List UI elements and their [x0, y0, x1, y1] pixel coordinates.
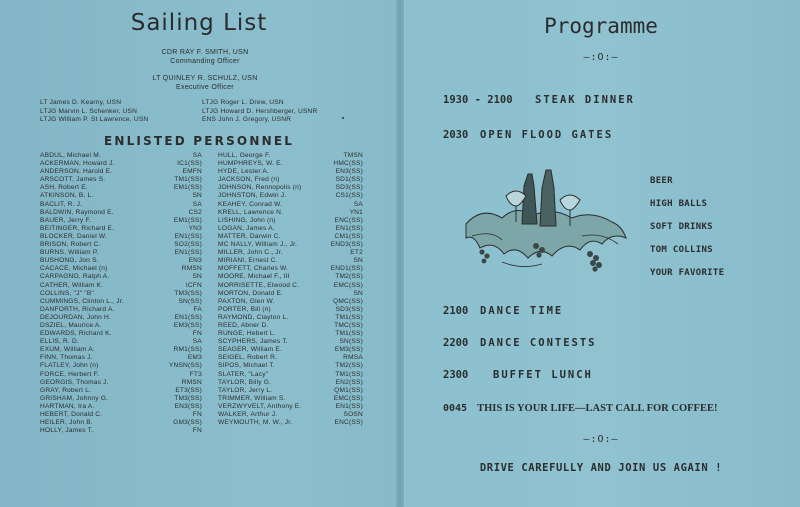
- crew-rate: SA: [192, 338, 202, 346]
- crew-row: [218, 419, 363, 427]
- crew-row: [40, 217, 202, 225]
- crew-row: [40, 290, 202, 298]
- drink-item: BEER: [650, 176, 673, 186]
- crew-name: SLATER, "Lacy": [218, 370, 269, 378]
- crew-rate: QM1(SS): [334, 386, 363, 394]
- crew-name: MIRIANI, Ernest C.: [218, 257, 278, 265]
- crew-rate: EMFN: [182, 168, 202, 176]
- drink-item: TOM COLLINS: [650, 245, 713, 255]
- commanding-officer-role: Commanding Officer: [170, 58, 240, 65]
- crew-rate: SN: [192, 273, 202, 281]
- crew-rate: EN1(SS): [174, 313, 202, 321]
- event-name: OPEN FLOOD GATES: [480, 129, 614, 141]
- crew-row: [40, 273, 202, 281]
- crew-name: PORTER, Bill (n): [218, 305, 271, 313]
- crew-rate: FA: [193, 305, 202, 313]
- crew-row: [218, 233, 363, 241]
- crew-row: [40, 411, 202, 419]
- crew-rate: TM1(SS): [335, 330, 363, 338]
- crew-row: [218, 257, 363, 265]
- crew-rate: EN3: [188, 257, 202, 265]
- crew-name: VERZWYVELT, Anthony E.: [218, 402, 302, 410]
- crew-row: [40, 209, 202, 217]
- crew-name: JOHNSTON, Edwin J.: [218, 192, 287, 200]
- crew-name: DSZIEL, Maurice A.: [40, 321, 102, 329]
- event-time: 1930 - 2100: [443, 94, 513, 106]
- crew-row: [40, 265, 202, 273]
- crew-name: DANFORTH, Richard A.: [40, 305, 115, 313]
- crew-name: MATTER, Darwin C.: [218, 232, 281, 240]
- crew-row: [218, 354, 363, 362]
- crew-row: [218, 314, 363, 322]
- crew-name: MC NALLY, William J., Jr.: [218, 241, 298, 249]
- programme-title: Programme: [544, 14, 658, 38]
- crew-rate: END3(SS): [330, 241, 363, 249]
- crew-row: [218, 209, 363, 217]
- crew-name: GRAY, Robert L.: [40, 386, 92, 394]
- crew-row: [218, 176, 363, 184]
- last-call-time: 0045: [443, 403, 468, 414]
- crew-rate: EN1(SS): [335, 224, 363, 232]
- crew-name: EXUM, William A.: [40, 346, 95, 354]
- crew-name: BUSHONG, Jon S.: [40, 257, 99, 265]
- crew-row: [40, 233, 202, 241]
- crew-rate: TM2(SS): [335, 362, 363, 370]
- crew-row: [218, 387, 363, 395]
- officer-left-1: LT James D. Kearny, USN: [40, 99, 122, 106]
- crew-row: [218, 362, 363, 370]
- enlisted-list-left: [40, 152, 202, 435]
- crew-row: [218, 265, 363, 273]
- crew-rate: TM3(SS): [174, 289, 202, 297]
- crew-rate: CS2: [188, 208, 202, 216]
- crew-row: [40, 282, 202, 290]
- crew-name: CUMMINGS, Clinton L., Jr.: [40, 297, 124, 305]
- crew-rate: RMSN: [181, 265, 202, 273]
- crew-row: [40, 354, 202, 362]
- crew-rate: TM1(SS): [335, 313, 363, 321]
- crew-row: [40, 192, 202, 200]
- crew-row: [218, 217, 363, 225]
- crew-name: HUMPHREYS, W. E.: [218, 160, 283, 168]
- crew-rate: SN(SS): [339, 338, 363, 346]
- crew-name: HEILER, John B.: [40, 419, 93, 427]
- crew-rate: YNSN(SS): [168, 362, 202, 370]
- crew-rate: EM1(SS): [173, 184, 202, 192]
- crew-name: JACKSON, Fred (n): [218, 176, 280, 184]
- crew-rate: FN: [192, 330, 202, 338]
- crew-rate: SN(SS): [178, 297, 202, 305]
- crew-row: [40, 257, 202, 265]
- crew-name: ACKERMAN, Howard J.: [40, 160, 115, 168]
- crew-rate: YN1: [349, 208, 363, 216]
- crew-name: EDWARDS, Richard K.: [40, 330, 112, 338]
- crew-name: CARPAGNO, Ralph A.: [40, 273, 110, 281]
- footer-message: DRIVE CAREFULLY AND JOIN US AGAIN !: [479, 462, 723, 474]
- crew-name: TRIMMER, William S.: [218, 394, 286, 402]
- crew-name: COLLINS, "J" "B": [40, 289, 94, 297]
- crew-row: [218, 282, 363, 290]
- crew-name: FORCE, Herbert F.: [40, 370, 100, 378]
- crew-row: [218, 306, 363, 314]
- crew-name: BAUER, Jerry F.: [40, 216, 91, 224]
- crew-rate: YN3: [188, 224, 202, 232]
- crew-name: SIPOS, Michael T.: [218, 362, 275, 370]
- crew-rate: SO2(SS): [174, 241, 202, 249]
- crew-rate: EM1(SS): [173, 216, 202, 224]
- crew-rate: EN2(SS): [335, 378, 363, 386]
- drink-item: SOFT DRINKS: [650, 222, 713, 232]
- drink-item: HIGH BALLS: [650, 199, 708, 209]
- crew-name: REED, Abner D.: [218, 321, 269, 329]
- crew-name: FLATLEY, John (n): [40, 362, 99, 370]
- crew-row: [218, 395, 363, 403]
- crew-rate: CM1(SS): [334, 232, 363, 240]
- crew-rate: EN3(SS): [174, 402, 202, 410]
- crew-row: [40, 362, 202, 370]
- sailing-list-title: Sailing List: [130, 10, 268, 36]
- crew-rate: GM3(SS): [173, 419, 202, 427]
- crew-rate: ENC(SS): [334, 419, 363, 427]
- crew-name: CACACE, Michael (n): [40, 265, 108, 273]
- crew-name: ATKINSON, B. L.: [40, 192, 94, 200]
- crew-name: MOFFETT, Charles W.: [218, 265, 289, 273]
- crew-rate: ICFN: [185, 281, 202, 289]
- crew-name: MORTON, Donald E.: [218, 289, 284, 297]
- crew-row: [40, 168, 202, 176]
- crew-name: PAXTON, Glen W.: [218, 297, 275, 305]
- crew-rate: EN1(SS): [335, 402, 363, 410]
- crew-row: [40, 152, 202, 160]
- crew-row: [218, 322, 363, 330]
- crew-name: KEAHEY, Conrad W.: [218, 200, 283, 208]
- drink-item: YOUR FAVORITE: [650, 268, 725, 278]
- crew-name: KRELL, Lawrence N.: [218, 208, 284, 216]
- divider-top: —:O:—: [583, 52, 619, 63]
- officer-right-3: ENS John J. Gregory, USNR: [202, 116, 292, 123]
- crew-name: GEORGIS, Thomas J.: [40, 378, 109, 386]
- crew-row: [218, 160, 363, 168]
- crew-rate: SA: [192, 152, 202, 159]
- crew-row: [40, 387, 202, 395]
- crew-name: LISHING, John (n): [218, 216, 276, 224]
- crew-row: [40, 330, 202, 338]
- officer-left-2: LTJG Marvin L. Schenker, USN: [40, 107, 138, 115]
- crew-row: [218, 290, 363, 298]
- crew-name: ASH, Robert E.: [40, 184, 88, 192]
- crew-rate: QMC(SS): [333, 297, 363, 305]
- crew-rate: SN: [192, 192, 202, 200]
- enlisted-list-right: [218, 152, 363, 427]
- crew-rate: FT3: [189, 370, 202, 378]
- crew-name: RUNGE, Hebert L.: [218, 330, 276, 338]
- event-time: 2300: [443, 369, 469, 381]
- crew-rate: ET2: [350, 249, 363, 257]
- crew-row: [218, 201, 363, 209]
- wine-bottles-illustration: [462, 166, 628, 278]
- crew-row: [40, 419, 202, 427]
- crew-rate: HMC(SS): [333, 160, 363, 168]
- crew-name: ANDERSON, Harold E.: [40, 168, 113, 176]
- crew-rate: SOSN: [343, 411, 363, 418]
- crew-row: [218, 192, 363, 200]
- crew-rate: TMSN: [343, 152, 363, 159]
- crew-name: HULL, George F.: [218, 152, 271, 159]
- crew-name: MOORE, Michael F., III: [218, 273, 290, 281]
- crew-name: HOLLY, James T.: [40, 427, 94, 435]
- crew-row: [218, 168, 363, 176]
- crew-name: ABDUL, Michael M.: [40, 152, 101, 159]
- crew-name: RAYMOND, Clayton L.: [218, 313, 289, 321]
- crew-name: SCYPHERS, James T.: [218, 338, 288, 346]
- crew-name: SEIGEL, Robert R.: [218, 354, 278, 362]
- crew-rate: ENC(SS): [334, 216, 363, 224]
- crew-row: [218, 330, 363, 338]
- crew-row: [40, 395, 202, 403]
- crew-name: ARSCOTT, James S.: [40, 176, 106, 184]
- crew-row: [40, 314, 202, 322]
- crew-row: [218, 273, 363, 281]
- crew-rate: TM3(SS): [174, 394, 202, 402]
- crew-row: [40, 379, 202, 387]
- crew-rate: EMC(SS): [333, 281, 363, 289]
- crew-name: TAYLOR, Billy G.: [218, 378, 272, 386]
- crew-rate: EM3(SS): [173, 321, 202, 329]
- crew-row: [40, 201, 202, 209]
- crew-name: BLOCKER, Daniel W.: [40, 232, 107, 240]
- event-time: 2200: [443, 337, 469, 349]
- crew-row: [218, 403, 363, 411]
- crew-rate: FN: [192, 427, 202, 435]
- event-time: 2100: [443, 305, 469, 317]
- crew-name: DEJOURDAN, John H.: [40, 313, 112, 321]
- crew-row: [40, 225, 202, 233]
- crew-rate: SN: [353, 289, 363, 297]
- crew-row: [40, 184, 202, 192]
- crew-rate: CS1(SS): [335, 192, 363, 200]
- crew-row: [40, 403, 202, 411]
- crew-name: GRISHAM, Johnny G.: [40, 394, 109, 402]
- crew-name: BACLIT, R. J.: [40, 200, 83, 208]
- event-name: DANCE CONTESTS: [480, 337, 597, 349]
- crew-row: [40, 338, 202, 346]
- crew-row: [218, 249, 363, 257]
- crew-rate: RM1(SS): [173, 346, 202, 354]
- crew-name: MORRISETTE, Elwood C.: [218, 281, 300, 289]
- crew-row: [218, 225, 363, 233]
- commanding-officer: CDR RAY F. SMITH, USN: [161, 49, 249, 56]
- crew-rate: TMC(SS): [334, 321, 363, 329]
- crew-name: WALKER, Arthur J.: [218, 411, 278, 418]
- crew-rate: SD3(SS): [335, 184, 363, 192]
- crew-row: [218, 338, 363, 346]
- crew-row: [40, 249, 202, 257]
- crew-rate: EM3: [187, 354, 202, 362]
- crew-row: [40, 176, 202, 184]
- crew-rate: SD3(SS): [335, 305, 363, 313]
- crew-name: ELLIS, R. D.: [40, 338, 80, 346]
- crew-rate: IC1(SS): [177, 160, 202, 168]
- crew-rate: END1(SS): [330, 265, 363, 273]
- crew-rate: EN1(SS): [174, 232, 202, 240]
- crew-name: SEAGER, William E.: [218, 346, 283, 354]
- crew-name: BURNS, William P.: [40, 249, 99, 257]
- crew-row: [218, 346, 363, 354]
- crew-row: [218, 379, 363, 387]
- crew-row: [218, 184, 363, 192]
- crew-row: [218, 371, 363, 379]
- crew-name: JOHNSON, Rennopolis (n): [218, 184, 302, 192]
- crew-name: HARTMAN, Ira A.: [40, 402, 95, 410]
- executive-officer: LT QUINLEY R. SCHULZ, USN: [152, 75, 258, 82]
- crew-rate: EM3(SS): [334, 346, 363, 354]
- crew-row: [40, 427, 202, 435]
- officer-right-2: LTJG Howard D. Hershberger, USNR: [202, 107, 318, 115]
- crew-name: FINN, Thomas J.: [40, 354, 93, 362]
- event-name: STEAK DINNER: [535, 94, 635, 106]
- event-time: 2030: [443, 129, 469, 141]
- crew-rate: SN: [353, 257, 363, 265]
- crew-name: CATHER, William K.: [40, 281, 104, 289]
- crew-rate: TM1(SS): [174, 176, 202, 184]
- crew-name: HEBERT, Donald C.: [40, 411, 103, 418]
- last-call: [443, 403, 717, 414]
- crew-row: [218, 241, 363, 249]
- divider-bottom: —:O:—: [583, 434, 619, 445]
- crew-rate: EN1(SS): [174, 249, 202, 257]
- crew-name: MILLER, John C., Jr.: [218, 249, 283, 257]
- crew-row: [40, 346, 202, 354]
- event-name: DANCE TIME: [480, 305, 564, 317]
- last-call-text: THIS IS YOUR LIFE—LAST CALL FOR COFFEE!: [477, 403, 718, 414]
- crew-row: [218, 298, 363, 306]
- crew-rate: ET3(SS): [175, 386, 202, 394]
- crew-rate: SA: [353, 200, 363, 208]
- enlisted-personnel-title: ENLISTED PERSONNEL: [103, 134, 295, 148]
- ink-dot: [342, 117, 344, 119]
- crew-rate: EN3(SS): [335, 168, 363, 176]
- crew-row: [218, 152, 363, 160]
- crew-rate: RMSN: [181, 378, 202, 386]
- officer-right-1: LTJG Roger L. Drew, USN: [202, 99, 284, 106]
- crew-name: TAYLOR, Jerry L.: [218, 386, 273, 394]
- crew-rate: EMC(SS): [333, 394, 363, 402]
- crew-name: BALDWIN, Raymond E.: [40, 208, 114, 216]
- crew-rate: FN: [192, 411, 202, 418]
- crew-row: [40, 241, 202, 249]
- crew-name: WEYMOUTH, M. W., Jr.: [218, 419, 293, 427]
- crew-rate: RMSA: [343, 354, 363, 362]
- crew-row: [40, 322, 202, 330]
- crew-rate: SD1(SS): [335, 176, 363, 184]
- executive-officer-role: Executive Officer: [176, 84, 234, 91]
- officer-left-3: LTJG William P. St Lawrence, USN: [40, 116, 149, 123]
- crew-rate: SA: [192, 200, 202, 208]
- crew-row: [40, 371, 202, 379]
- crew-rate: TM1(SS): [335, 370, 363, 378]
- crew-row: [40, 306, 202, 314]
- crew-rate: TM2(SS): [335, 273, 363, 281]
- crew-name: LOGAN, James A.: [218, 224, 275, 232]
- crew-row: [40, 298, 202, 306]
- crew-row: [40, 160, 202, 168]
- event-name: BUFFET LUNCH: [493, 369, 593, 381]
- crew-name: BEITINGER, Richard E.: [40, 224, 115, 232]
- crew-row: [218, 411, 363, 419]
- crew-name: BRISON, Robert C.: [40, 241, 101, 249]
- crew-name: HYDE, Lester A.: [218, 168, 270, 176]
